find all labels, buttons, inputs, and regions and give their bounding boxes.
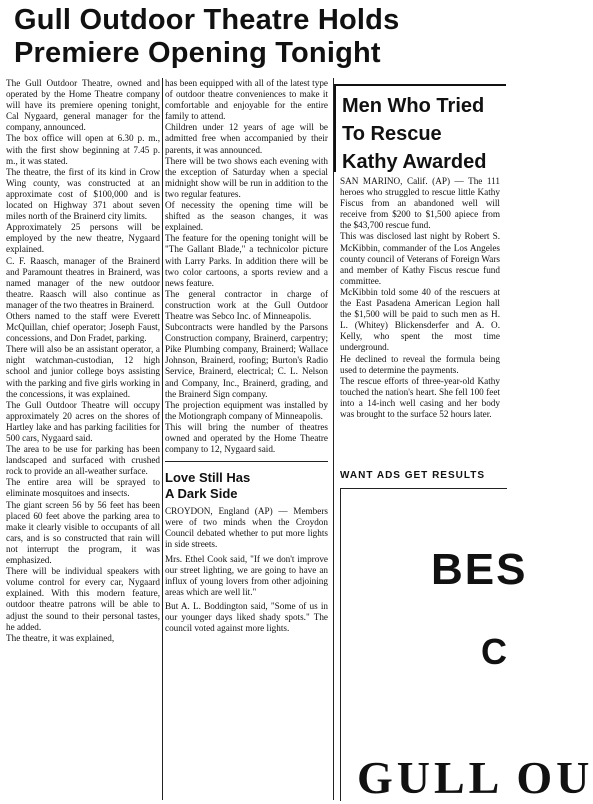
article-paragraph: There will be two shows each evening with the exception of Saturday when a special midnight show will be run in addition to the two regular features. <box>165 155 328 199</box>
column-divider <box>333 78 334 800</box>
ad-text-large: BES <box>431 545 528 594</box>
love-headline <box>165 470 328 502</box>
article-paragraph: The Gull Outdoor Theatre, owned and operated by the Home Theatre company will have its premiere opening tonight, Cal Nygaard, general manager for the company, announced. <box>6 78 160 133</box>
love-headline-line-1: Love Still Has <box>165 470 251 486</box>
article-paragraph: The theatre, it was explained, <box>6 632 115 643</box>
article-paragraph: The projection equipment was installed by the Motiongraph company of Minneapolis. <box>165 399 328 421</box>
article-column-1 <box>6 78 160 644</box>
kathy-headline-line-3: Kathy Awarded <box>342 151 487 173</box>
kathy-paragraph: SAN MARINO, Calif. (AP) — The 111 heroes who struggled to rescue little Kathy Fiscus from an abandoned well will receive from $200 to $1,500 apiece from the $43,700 rescue fund. <box>340 176 500 231</box>
article-paragraph: has been equipped with all of the latest type of outdoor theatre conveniences to make it comfortable and enjoyable for the entire family to attend. <box>165 78 328 122</box>
ad-text-medium: C <box>481 631 507 672</box>
article-paragraph: C. F. Raasch, manager of the Brainerd and Paramount theatres in Brainerd, was named manager of the new outdoor theatre. Raasch will also continue as manager of the two theatres in Brainerd. <box>6 255 160 310</box>
love-paragraph: CROYDON, England (AP) — Members were of two minds when the Croydon Council debated whether to put more lights in side streets. <box>165 506 328 550</box>
kathy-headline-line-1: Men Who Tried <box>342 95 485 117</box>
headline-line-2: Premiere Opening Tonight <box>14 37 381 69</box>
love-paragraph: But A. L. Boddington said, "Some of us in our younger days liked shady spots." The council voted against more lights. <box>165 600 328 634</box>
love-headline-line-2: A Dark Side <box>165 486 238 502</box>
love-paragraph: Mrs. Ethel Cook said, "If we don't improve our street lighting, we are going to have an influx of young lovers from other adjoining areas which are well lit." <box>165 553 328 597</box>
article-paragraph: The feature for the opening tonight will be "The Gallant Blade," a technicolor picture with Larry Parks. In addition there will be two color cartoons, a sports review and a news feature. <box>165 233 328 288</box>
article-paragraph: This will bring the number of theatres owned and operated by the Home Theatre company to 12, Nygaard said. <box>165 421 328 455</box>
article-column-2 <box>165 78 328 634</box>
article-paragraph: The Gull Outdoor Theatre will occupy approximately 20 acres on the shores of Hartley lake and has parking facilities for 500 cars, Nygaard said. <box>6 399 160 443</box>
article-paragraph: Others named to the staff were Everett McQuillan, chief operator; Joseph Faust, concessions, and Don Fradet, parking. <box>6 310 160 344</box>
kathy-headline-box <box>334 84 506 172</box>
article-paragraph: The box office will open at 6.30 p. m., with the first show beginning at 7.45 p. m., it was stated. <box>6 133 160 166</box>
kathy-paragraph: This was disclosed last night by Robert S. McKibbin, commander of the Los Angeles county council of Veterans of Foreign Wars and member of Kathy Fiscus rescue fund committee. <box>340 231 500 286</box>
article-paragraph: The giant screen 56 by 56 feet has been placed 60 feet above the parking area to make it clearly visible to occupants of all cars, and is so constructed that rain will not interrupt the program, it was emphasized. <box>6 499 160 566</box>
article-paragraph: Children under 12 years of age will be admitted free when accompanied by their parents, it was announced. <box>165 122 328 155</box>
article-paragraph: The area to be use for parking has been landscaped and surfaced with crushed rock to provide an all-weather surface. <box>6 444 160 477</box>
article-paragraph: Approximately 25 persons will be employed by the new theatre, Nygaard explained. <box>6 222 160 255</box>
article-paragraph: There will also be an assistant operator, a night watchman-custodian, 12 high school and junior college boys assisting with the parking and five girls working in the concessions, it was explained. <box>6 344 160 399</box>
kathy-paragraph: McKibbin told some 40 of the rescuers at the East Pasadena American Legion hall the $1,500 will be paid to such men as H. L. (Whitey) Blickensderfer and A. O. Kelly, who spent the most time underground. <box>340 286 500 353</box>
section-rule <box>165 461 328 462</box>
article-paragraph: The general contractor in charge of construction work at the Gull Outdoor Theatre was Sebco Inc. of Minneapolis. <box>165 288 328 321</box>
advertisement-box <box>340 488 593 803</box>
article-paragraph: Of necessity the opening time will be shifted as the season changes, it was explained. <box>165 200 328 233</box>
article-column-3 <box>340 176 500 420</box>
article-paragraph: The entire area will be sprayed to eliminate mosquitoes and insects. <box>6 477 160 499</box>
want-ads-slogan: WANT ADS GET RESULTS <box>340 470 485 481</box>
kathy-paragraph: He declined to reveal the formula being used to determine the payments. <box>340 353 500 375</box>
kathy-paragraph: The rescue efforts of three-year-old Kathy touched the nation's heart. She fell 100 feet into a 14-inch well casing and her body was brought to the surface 52 hours later. <box>340 375 500 419</box>
ad-text-bottom: GULL OU <box>357 752 593 803</box>
column-divider <box>162 78 163 800</box>
kathy-headline <box>342 92 506 176</box>
article-paragraph: The theatre, the first of its kind in Crow Wing county, was constructed at an approximate cost of $100,000 and is located on Highway 371 about seven miles north of the Brainerd city limits. <box>6 166 160 222</box>
headline-line-1: Gull Outdoor Theatre Holds <box>14 4 400 36</box>
main-headline <box>14 4 494 70</box>
article-paragraph: Subcontracts were handled by the Parsons Construction company, Brainerd, carpentry; Pike Plumbing company, Brainerd; Wallace Johnson, Brainerd, roofing; Burton's Radio Service, Brainerd, electrical; C. L. Nelson and Company, Inc., Brainerd, grading, and the Brainerd Sign company. <box>165 322 328 399</box>
kathy-headline-line-2: To Rescue <box>342 123 442 145</box>
article-paragraph: There will be individual speakers with volume control for every car, Nygaard explained. With this modern feature, outdoor theatre patrons will be able to adjust the sound to their personal tastes, he added. <box>6 566 160 632</box>
